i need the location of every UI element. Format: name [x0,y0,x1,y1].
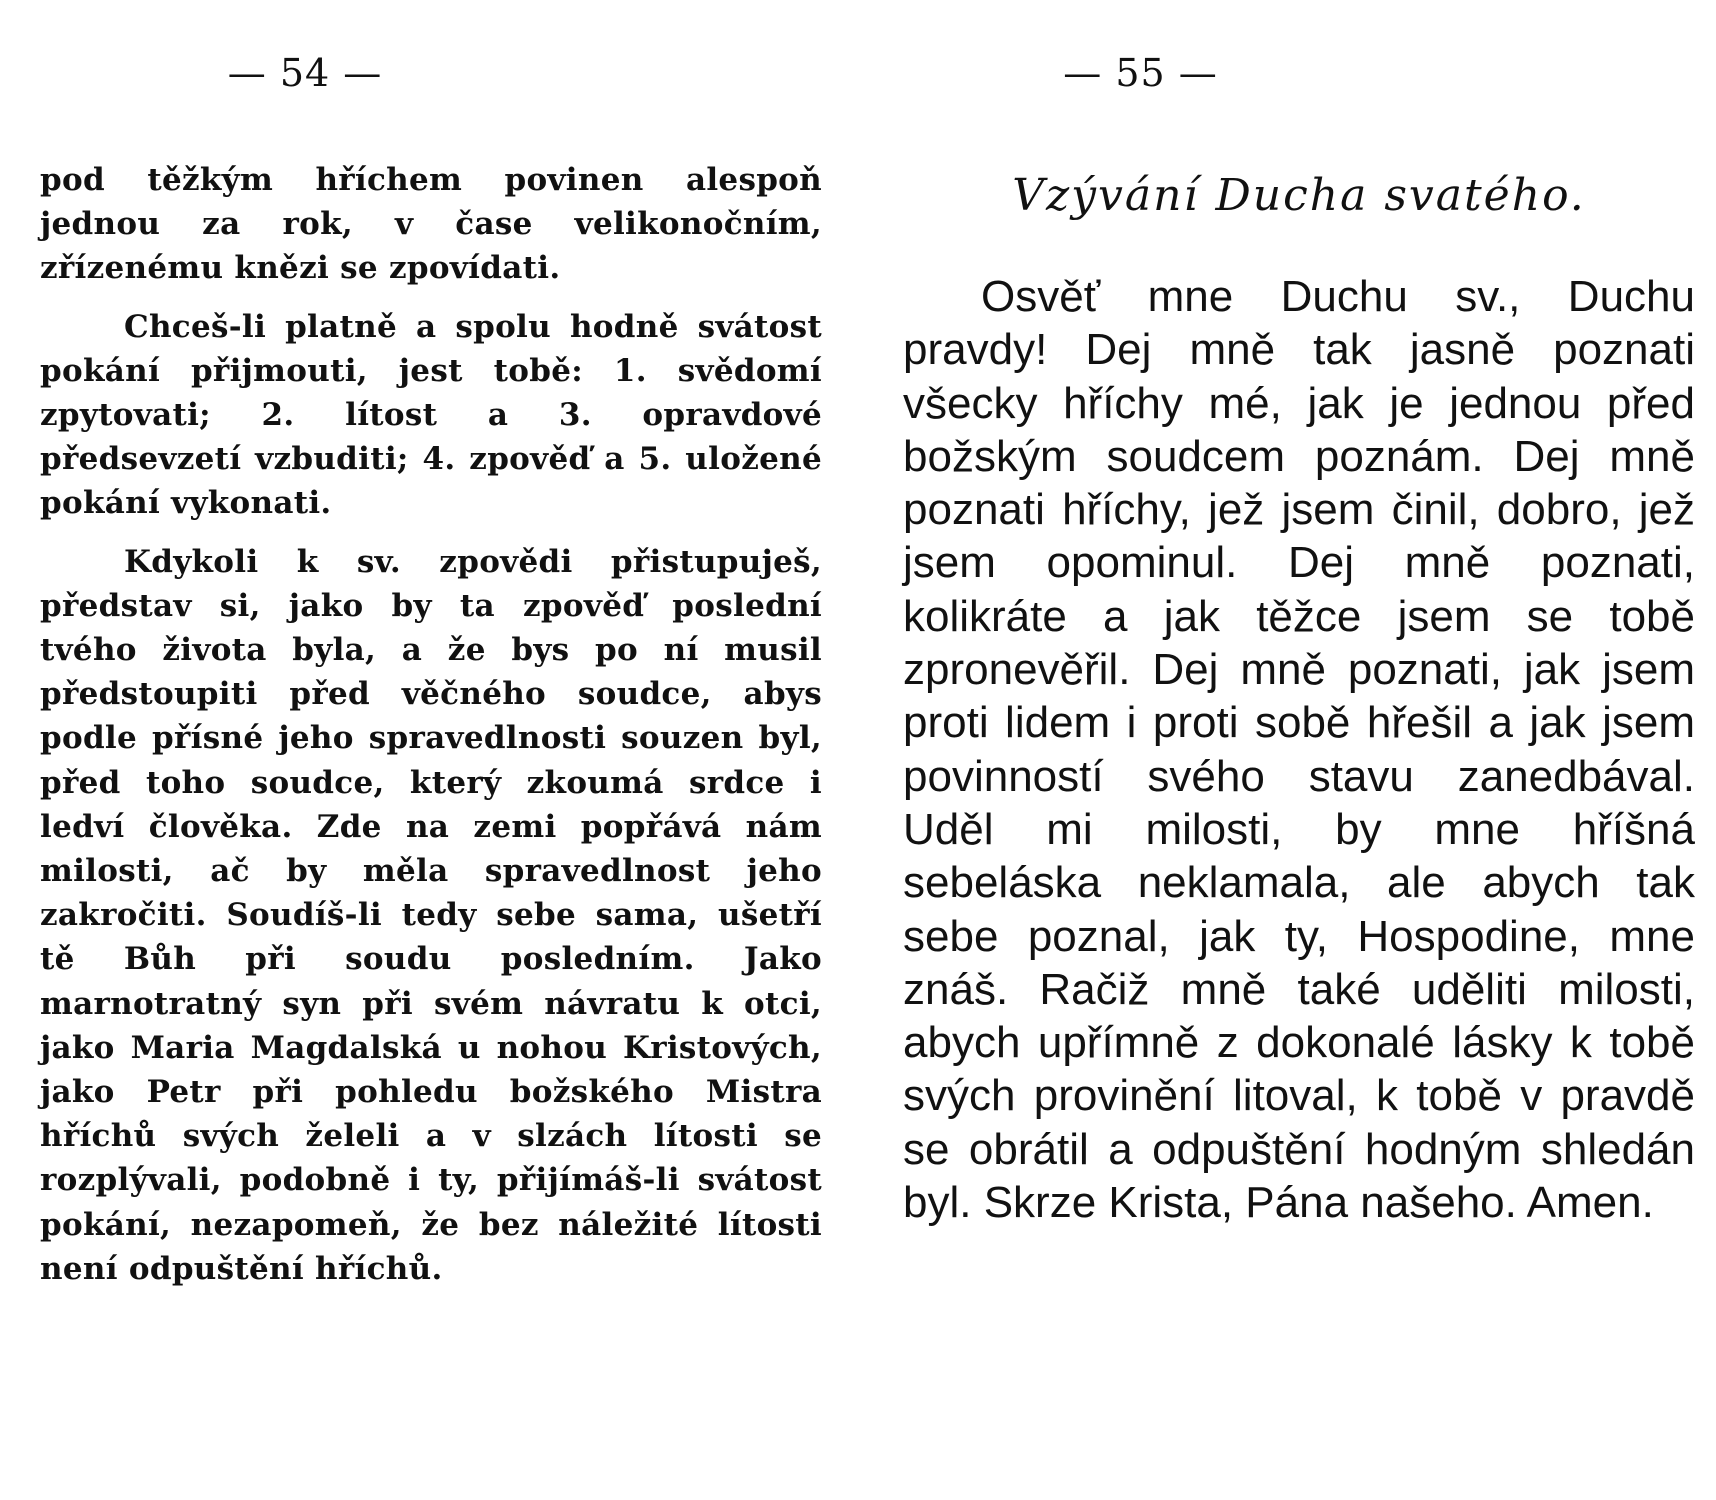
page-number-right: — 55 — [1063,51,1218,95]
paragraph-confession-steps: Chceš-li platně a spolu hodně svátost pokání přijmouti, jest tobě: 1. svědomí zpytovati; 2. lítost a 3. opravdové předsevzetí vzbuditi; 4. zpověď a 5. uložené pokání vykonati. [40,308,822,522]
paragraph-confession-meditation: Kdykoli k sv. zpovědi přistupuješ, představ si, jako by ta zpověď poslední tvého života byla, a že bys po ní musil předstoupiti před věčného soudce, abys podle přísné jeho spravedlnosti souzen byl, před toho soudce, který zkoumá srdce i ledví člověka. Zde na zemi popřává nám milosti, ač by měla spravedlnost jeho zakročiti. Soudíš-li tedy sebe sama, ušetří tě Bůh při soudu posledním. Jako marnotratný syn při svém návratu k otci, jako Maria Magdalská u nohou Kristových, jako Petr při pohledu božského Mistra hříchů svých želeli a v slzách lítosti se rozplývali, podobně i ty, přijímáš-li svátost pokání, nezapomeň, že bez náležité lítosti není odpuštění hříchů. [40,543,822,1287]
prayer-paragraph: Osvěť mne Duchu sv., Duchu pravdy! Dej mně tak jasně poznati všecky hříchy mé, jak je jednou před božským soudcem poznám. Dej mně poznati hříchy, jež jsem činil, dobro, jež jsem opominul. Dej mně poznati, kolikráte a jak těžce jsem se tobě zpronevěřil. Dej mně poznati, jak jsem proti lidem i proti sobě hřešil a jak jsem povinností svého stavu zanedbával. Uděl mi milosti, by mne hříšná sebeláska neklamala, ale abych tak sebe poznal, jak ty, Hospodine, mne znáš. Račiž mně také uděliti milosti, abych upřímně z dokonalé lásky k tobě svých provinění litoval, k tobě v pravdě se obrátil a odpuštění hodným shledán byl. Skrze Krista, Pána našeho. Amen. [903,272,1695,1228]
prayer-text [903,270,1695,1229]
right-page [903,0,1695,1500]
left-page [40,0,822,1500]
page-number-left: — 54 — [227,51,383,95]
prayer-heading: Vzývání Ducha svatého. [1012,170,1586,221]
paragraph-continuation: pod těžkým hříchem povinen alespoň jednou za rok, v čase velikonočním, zřízenému knězi se zpovídati. [40,162,822,287]
left-page-text [40,158,822,1305]
